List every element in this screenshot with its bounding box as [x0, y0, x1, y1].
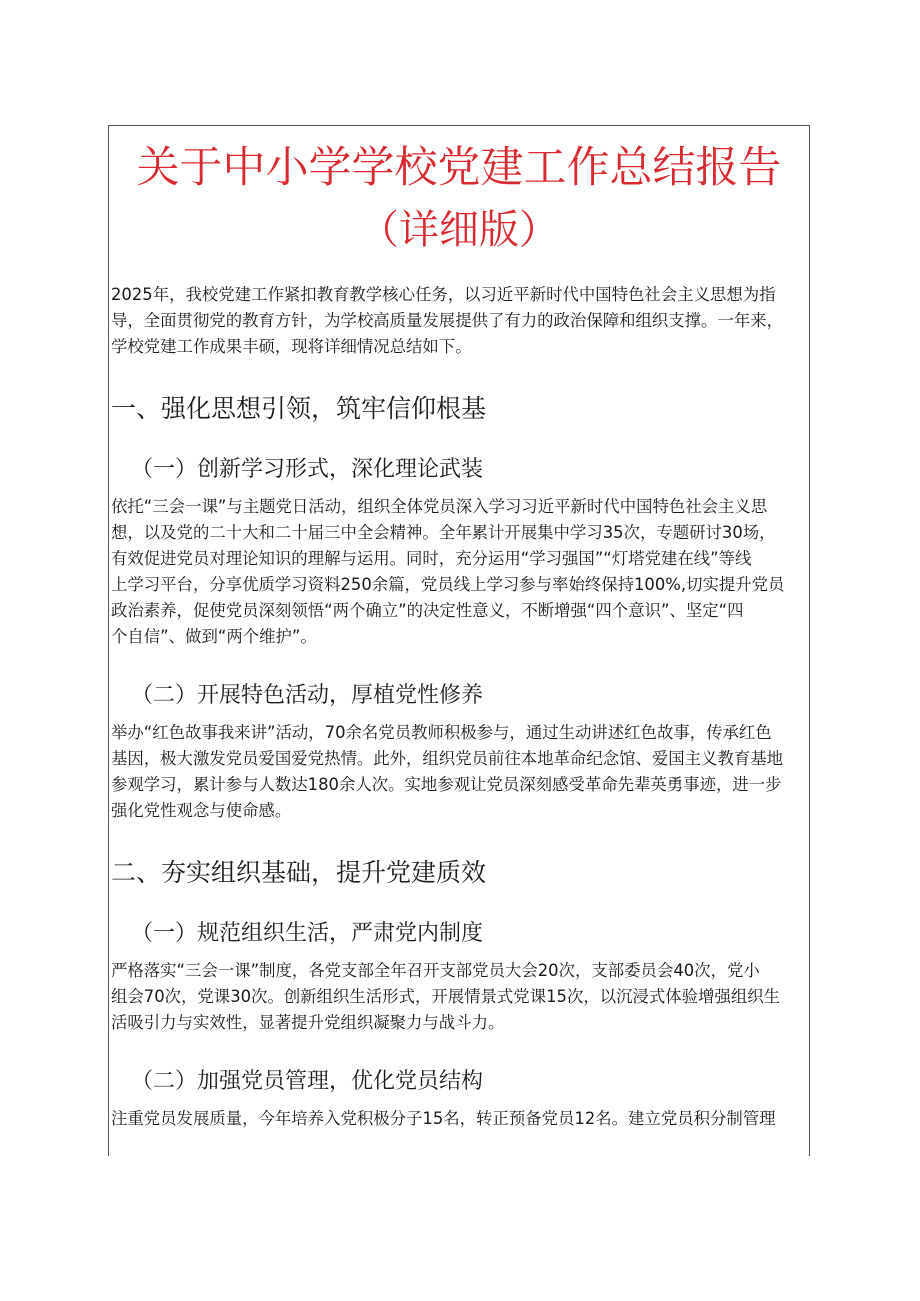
subsection-heading-2-1: （一）规范组织生活，严肃党内制度 — [131, 921, 484, 946]
intro-paragraph — [109, 282, 809, 360]
text-line: 有效促进党员对理论知识的理解与运用。同时，充分运用“学习强国”“灯塔党建在线”等线 — [111, 549, 752, 568]
text-line: 上学习平台，分享优质学习资料250余篇，党员线上学习参与率始终保持100%,切实提升党员 — [111, 575, 785, 594]
text-line: 严格落实“三会一课”制度，各党支部全年召开支部党员大会20次，支部委员会40次，党小 — [111, 961, 760, 980]
paragraph-1-1 — [109, 494, 809, 650]
text-line: 导，全面贯彻党的教育方针，为学校高质量发展提供了有力的政治保障和组织支撑。一年来， — [111, 311, 784, 330]
subsection-heading-1-1: （一）创新学习形式，深化理论武装 — [131, 457, 484, 482]
subsection-heading-1-2: （二）开展特色活动，厚植党性修养 — [131, 683, 484, 708]
text-line: 注重党员发展质量，今年培养入党积极分子15名，转正预备党员12名。建立党员积分制管理 — [111, 1109, 776, 1128]
document-subtitle: （详细版） — [359, 207, 559, 253]
paragraph-2-2 — [109, 1106, 809, 1132]
text-line: 参观学习，累计参与人数达180余人次。实地参观让党员深刻感受革命先辈英勇事迹，进一步 — [111, 775, 782, 794]
subsection-heading-2-2: （二）加强党员管理，优化党员结构 — [131, 1069, 484, 1094]
text-line: 举办“红色故事我来讲”活动，70余名党员教师积极参与，通过生动讲述红色故事，传承红色 — [111, 723, 772, 742]
text-line: 个自信”、做到“两个维护”。 — [111, 627, 317, 646]
text-line: 基因，极大激发党员爱国爱党热情。此外，组织党员前往本地革命纪念馆、爱国主义教育基地 — [111, 749, 784, 768]
paragraph-1-2 — [109, 720, 809, 824]
text-line: 依托“三会一课”与主题党日活动，组织全体党员深入学习习近平新时代中国特色社会主义思 — [111, 497, 768, 516]
section-heading-1: 一、强化思想引领，筑牢信仰根基 — [111, 394, 487, 423]
text-line: 强化党性观念与使命感。 — [111, 801, 292, 820]
document-title: 关于中小学学校党建工作总结报告 — [136, 143, 782, 193]
text-line: 学校党建工作成果丰硕，现将详细情况总结如下。 — [111, 337, 472, 356]
text-line: 想，以及党的二十大和二十届三中全会精神。全年累计开展集中学习35次，专题研讨30场， — [111, 523, 776, 542]
text-line: 组会70次，党课30次。创新组织生活形式，开展情景式党课15次，以沉浸式体验增强组织生 — [111, 987, 781, 1006]
text-line: 2025年，我校党建工作紧扣教育教学核心任务，以习近平新时代中国特色社会主义思想为指 — [111, 285, 776, 304]
text-line: 政治素养，促使党员深刻领悟“两个确立”的决定性意义，不断增强“四个意识”、坚定“四 — [111, 601, 744, 620]
document-page — [108, 125, 810, 1156]
section-heading-2: 二、夯实组织基础，提升党建质效 — [111, 858, 487, 887]
paragraph-2-1 — [109, 958, 809, 1036]
text-line: 活吸引力与实效性，显著提升党组织凝聚力与战斗力。 — [111, 1013, 505, 1032]
